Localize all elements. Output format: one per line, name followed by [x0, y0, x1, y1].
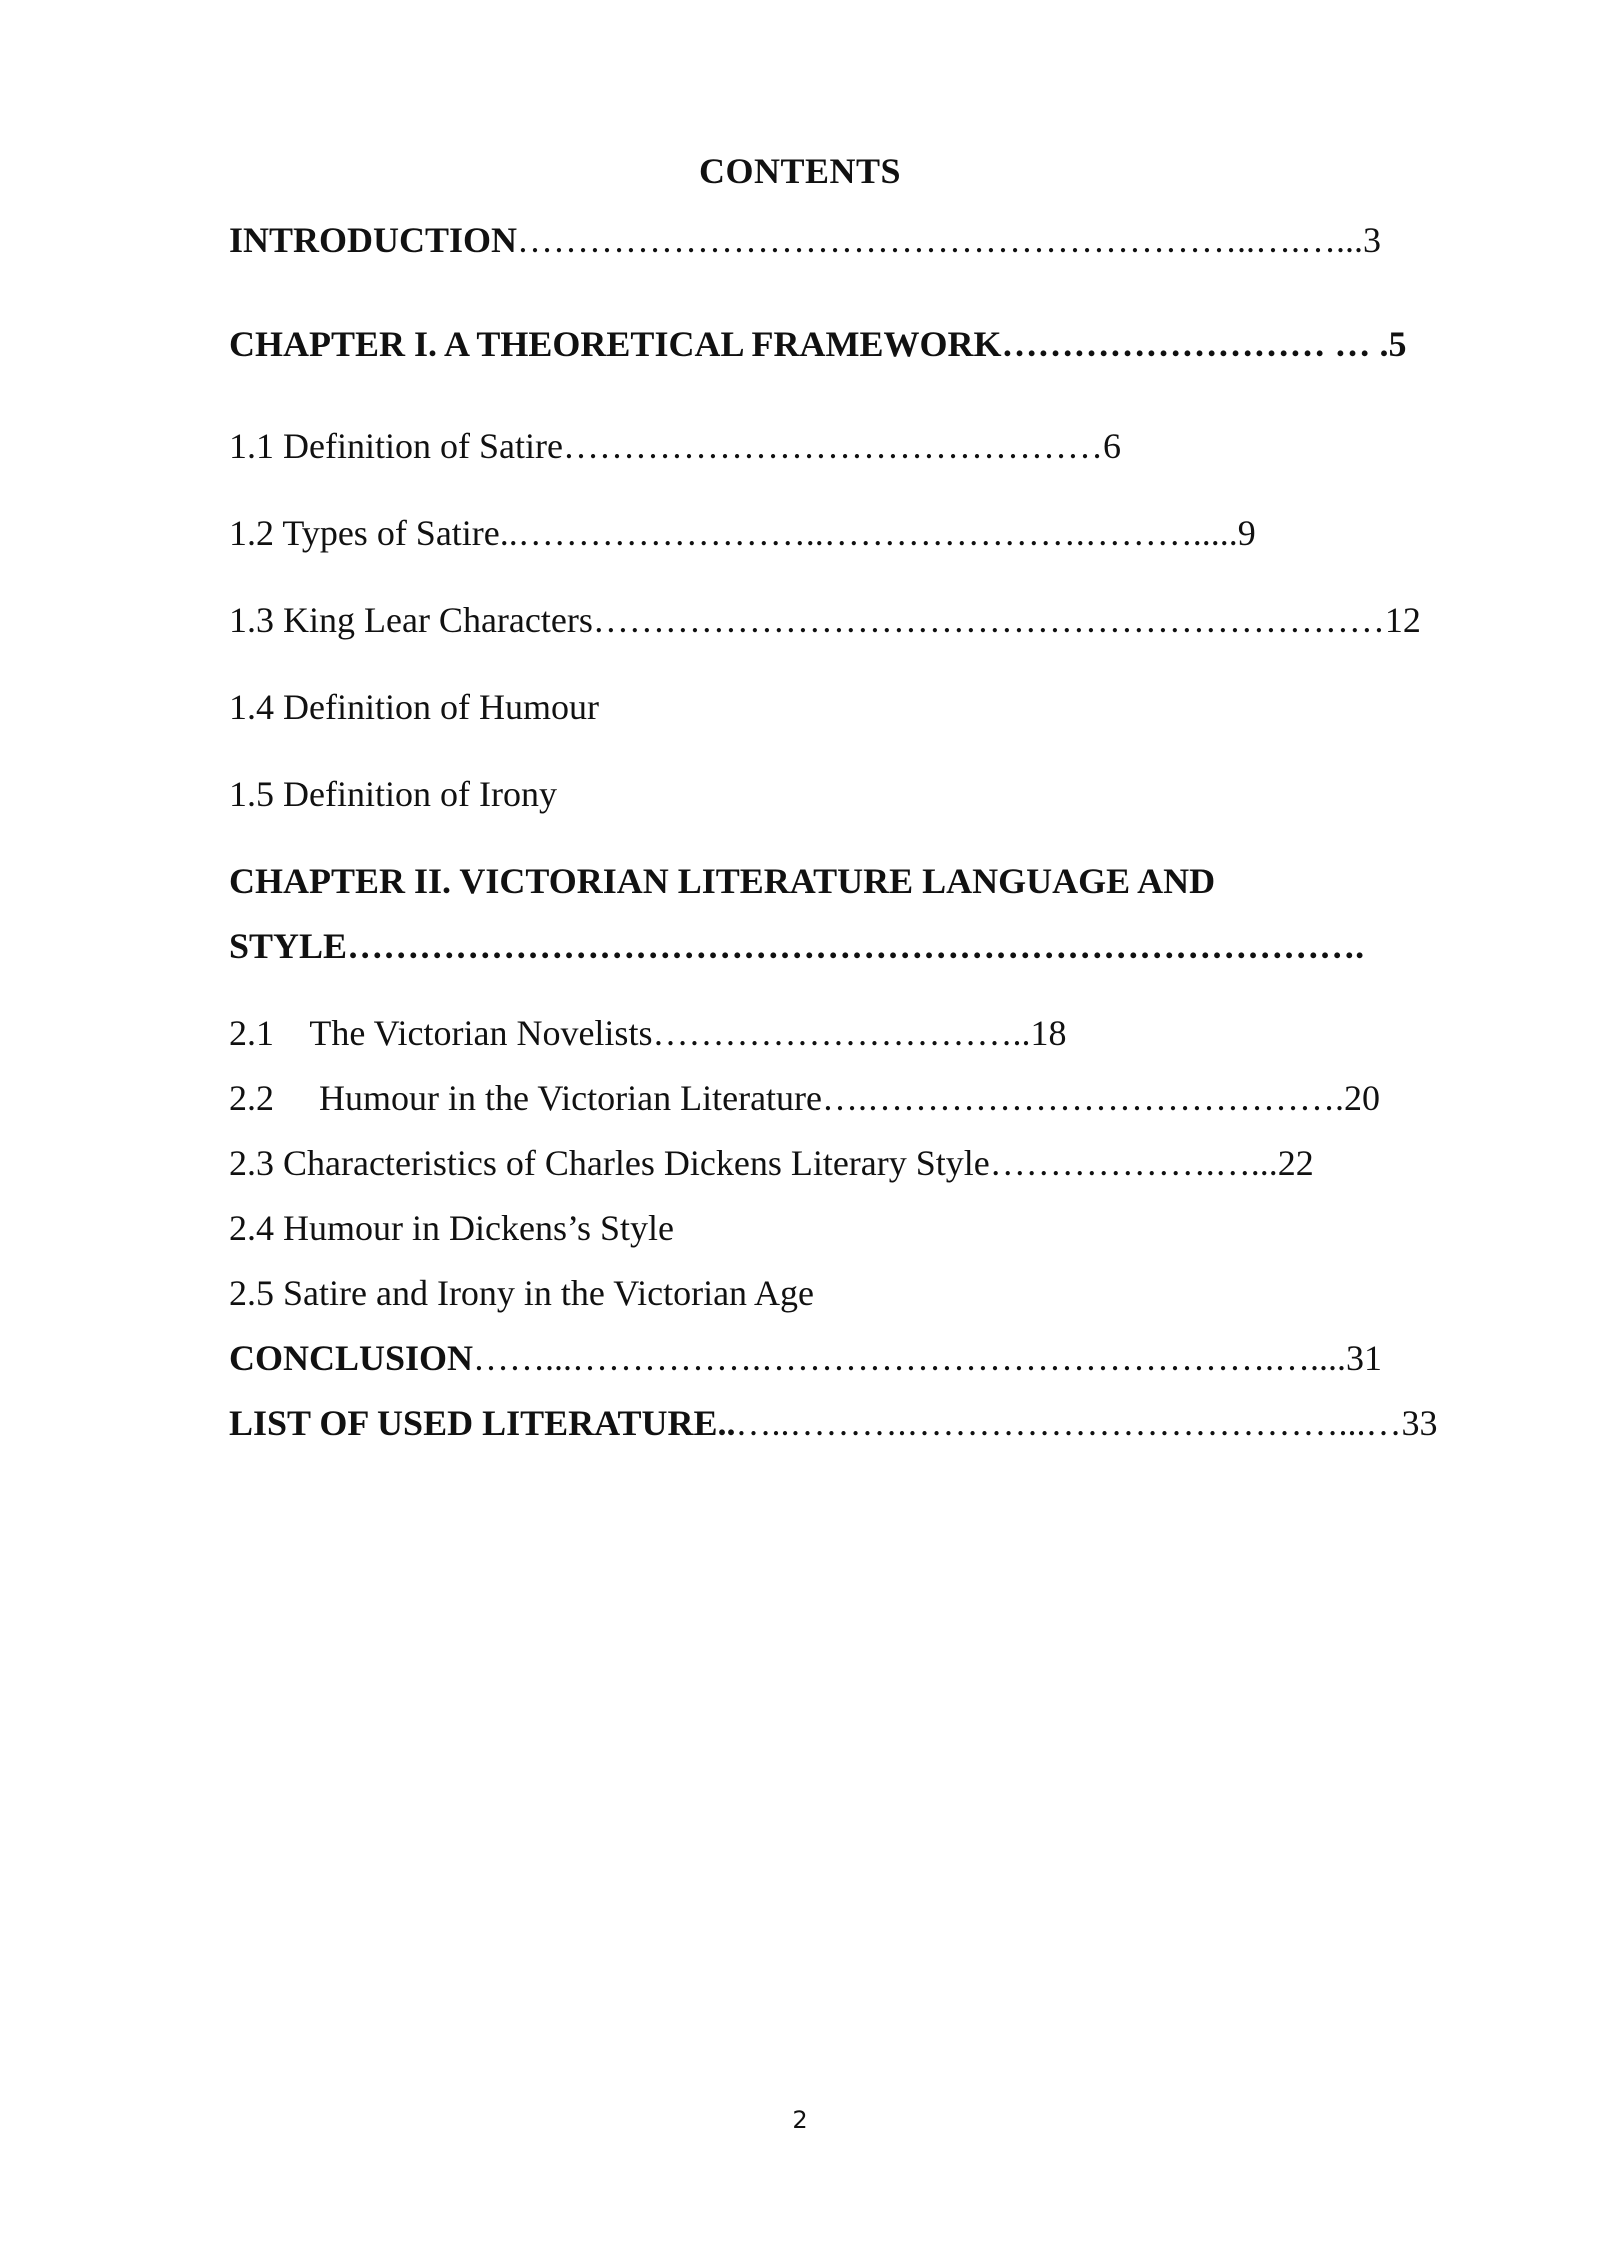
toc-entry-title: LIST OF USED LITERATURE..	[229, 1403, 736, 1443]
toc-entry-1-4	[229, 685, 599, 729]
toc-entry-page: 33	[1401, 1403, 1438, 1443]
toc-entry-title: 1.1 Definition of Satire	[229, 426, 563, 466]
toc-entry-title: 2.5 Satire and Irony in the Victorian Age	[229, 1273, 815, 1313]
toc-entry-page: 20	[1344, 1078, 1381, 1118]
toc-entry-leader: …………………………..	[652, 1013, 1031, 1053]
toc-entry-page: 5	[1388, 324, 1407, 364]
toc-entry-title: 1.2 Types of Satire..	[229, 513, 518, 553]
toc-entry-1-3	[229, 598, 1421, 642]
toc-entry-chapter-2-cont	[229, 924, 1364, 968]
toc-entry-title: 2.3 Characteristics of Charles Dickens Literary Style	[229, 1143, 990, 1183]
toc-entry-leader: ………………………………………	[562, 426, 1103, 466]
toc-entry-leader: ……...…………….…………………………………….…....	[473, 1338, 1347, 1378]
toc-entry-leader: ……………………………………………………..….…...	[517, 220, 1364, 260]
toc-entry-2-3	[229, 1141, 1314, 1185]
toc-entry-title: 1.4 Definition of Humour	[229, 687, 599, 727]
toc-entry-page: 22	[1277, 1143, 1314, 1183]
toc-entry-title: 2.1 The Victorian Novelists	[229, 1013, 653, 1053]
toc-entry-page: 31	[1346, 1338, 1383, 1378]
toc-entry-literature	[229, 1401, 1437, 1445]
contents-heading: CONTENTS	[698, 151, 902, 191]
toc-entry-page: 6	[1102, 426, 1121, 466]
toc-entry-title: 1.3 King Lear Characters	[229, 600, 593, 640]
toc-entry-title: 1.5 Definition of Irony	[229, 774, 557, 814]
toc-entry-leader: …..……….………………………………...…	[735, 1403, 1402, 1443]
toc-entry-leader: ……………………… … .	[1001, 324, 1389, 364]
toc-entry-2-5	[229, 1271, 814, 1315]
page-number: 2	[792, 2106, 808, 2134]
toc-entry-title: CHAPTER I. A THEORETICAL FRAMEWORK	[229, 324, 1002, 364]
toc-entry-chapter-2	[229, 859, 1215, 903]
toc-entry-2-2	[229, 1076, 1380, 1120]
toc-entry-2-1	[229, 1011, 1066, 1055]
toc-entry-leader: ……………………..………………….……….....	[517, 513, 1238, 553]
toc-entry-title: 2.4 Humour in Dickens’s Style	[229, 1208, 674, 1248]
toc-entry-2-4	[229, 1206, 674, 1250]
toc-entry-conclusion	[229, 1336, 1382, 1380]
toc-entry-page: 9	[1237, 513, 1256, 553]
toc-entry-1-5	[229, 772, 557, 816]
toc-entry-chapter-1	[229, 322, 1406, 366]
toc-entry-leader: ………………………………………………………………………….	[347, 926, 1365, 966]
toc-entry-title: CHAPTER II. VICTORIAN LITERATURE LANGUAGE AND	[229, 861, 1216, 901]
toc-entry-title: STYLE	[229, 926, 348, 966]
toc-entry-introduction	[229, 218, 1381, 262]
toc-entry-leader: ….………………………………….	[822, 1078, 1345, 1118]
toc-entry-leader: ……………….…...	[989, 1143, 1278, 1183]
toc-entry-page: 18	[1030, 1013, 1067, 1053]
toc-entry-page: 12	[1384, 600, 1421, 640]
toc-entry-title: INTRODUCTION	[229, 220, 518, 260]
toc-entry-page: 3	[1363, 220, 1382, 260]
toc-entry-title: 2.2 Humour in the Victorian Literature	[229, 1078, 823, 1118]
toc-entry-1-1	[229, 424, 1121, 468]
toc-entry-1-2	[229, 511, 1256, 555]
toc-entry-title: CONCLUSION	[229, 1338, 474, 1378]
toc-entry-leader: …………………………………………………………	[592, 600, 1385, 640]
